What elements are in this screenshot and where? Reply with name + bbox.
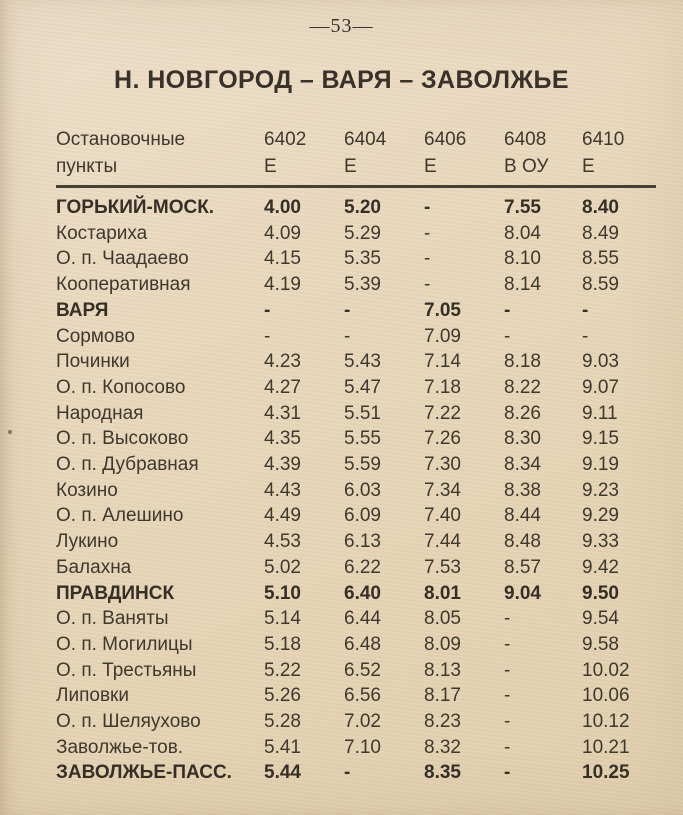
time-cell: - [504, 325, 511, 347]
time-cell: 9.54 [582, 608, 619, 630]
station-name: О. п. Чаадаево [56, 248, 189, 270]
time-cell: 8.55 [582, 248, 619, 270]
time-cell: 7.18 [424, 376, 461, 398]
time-cell: 10.25 [582, 762, 630, 784]
time-cell: - [582, 325, 589, 347]
time-cell: 6.52 [344, 659, 381, 681]
time-cell: 5.59 [344, 454, 381, 476]
station-name: Сормово [56, 325, 135, 347]
station-name: Кооперативная [56, 274, 191, 296]
time-cell: 5.10 [264, 582, 301, 604]
station-name: О. п. Шеляухово [56, 711, 201, 733]
station-name: Балахна [56, 556, 132, 578]
time-cell: 6.56 [344, 685, 381, 707]
station-name: ВАРЯ [56, 299, 109, 321]
time-cell: 8.35 [424, 762, 461, 784]
time-cell: - [504, 633, 511, 655]
time-cell: - [424, 222, 431, 244]
time-cell: 10.06 [582, 685, 630, 707]
time-cell: 5.02 [264, 556, 301, 578]
time-cell: 4.31 [264, 402, 301, 424]
time-cell: 8.17 [424, 685, 461, 707]
table-row [56, 760, 656, 786]
time-cell: 5.41 [264, 736, 301, 758]
time-cell: - [504, 711, 511, 733]
table-row [56, 187, 656, 221]
time-cell: 9.19 [582, 454, 619, 476]
table-row [56, 581, 656, 607]
station-name: Заволжье-тов. [56, 736, 184, 758]
time-cell: 8.10 [504, 248, 541, 270]
scan-speck [118, 745, 121, 748]
table-row [56, 452, 656, 478]
time-cell: 4.23 [264, 351, 301, 373]
page-title: Н. НОВГОРОД – ВАРЯ – ЗАВОЛЖЬЕ [114, 66, 569, 94]
train-column-header [264, 126, 344, 187]
time-cell: 8.32 [424, 736, 461, 758]
train-note: Е [344, 156, 357, 177]
table-row [56, 246, 656, 272]
time-cell: 9.07 [582, 376, 619, 398]
time-cell: 5.20 [344, 197, 381, 218]
time-cell: 6.03 [344, 479, 381, 501]
time-cell: 9.03 [582, 351, 619, 373]
train-column-header [582, 126, 656, 187]
train-number: 6408 [504, 129, 547, 150]
time-cell: 8.49 [582, 222, 619, 244]
station-name: Народная [56, 402, 144, 424]
time-cell: 7.10 [344, 736, 381, 758]
time-cell: - [504, 736, 511, 758]
time-cell: 7.26 [424, 428, 461, 450]
table-row [56, 606, 656, 632]
time-cell: 7.22 [424, 402, 461, 424]
station-name: О. п. Алешино [56, 505, 184, 527]
time-cell: 4.39 [264, 454, 301, 476]
time-cell: 9.42 [582, 556, 619, 578]
table-row [56, 375, 656, 401]
time-cell: 8.40 [582, 197, 619, 218]
time-cell: 8.13 [424, 659, 461, 681]
train-note: В ОУ [504, 156, 549, 177]
time-cell: 8.38 [504, 479, 541, 501]
time-cell: 5.26 [264, 685, 301, 707]
time-cell: 5.29 [344, 222, 381, 244]
time-cell: 5.43 [344, 351, 381, 373]
station-name: О. п. Высоково [56, 428, 189, 450]
stops-header [56, 126, 264, 187]
train-number: 6410 [582, 129, 625, 150]
time-cell: 7.34 [424, 479, 461, 501]
page-number: —53— [309, 15, 374, 37]
time-cell: - [424, 248, 431, 270]
time-cell: 7.14 [424, 351, 461, 373]
time-cell: 8.44 [504, 505, 541, 527]
time-cell: 7.53 [424, 556, 461, 578]
time-cell: 7.55 [504, 197, 541, 218]
time-cell: 7.02 [344, 711, 381, 733]
time-cell: 4.43 [264, 479, 301, 501]
time-cell: 8.59 [582, 274, 619, 296]
station-name: О. п. Дубравная [56, 454, 199, 476]
time-cell: 9.58 [582, 633, 619, 655]
time-cell: 8.14 [504, 274, 541, 296]
time-cell: - [504, 299, 511, 321]
scan-speck [8, 430, 12, 434]
time-cell: 5.28 [264, 711, 301, 733]
station-name: ЗАВОЛЖЬЕ-ПАСС. [56, 762, 232, 784]
time-cell: 6.44 [344, 608, 381, 630]
stops-header-line2: пункты [56, 156, 118, 177]
train-number: 6402 [264, 129, 307, 150]
time-cell: 7.05 [424, 299, 461, 321]
station-name: О. п. Ваняты [56, 608, 169, 630]
station-name: Козино [56, 479, 118, 501]
time-cell: 8.48 [504, 531, 541, 553]
time-cell: - [504, 762, 511, 784]
table-row [56, 529, 656, 555]
time-cell: 6.48 [344, 633, 381, 655]
time-cell: - [264, 299, 271, 321]
time-cell: 8.57 [504, 556, 541, 578]
time-cell: 4.27 [264, 376, 301, 398]
time-cell: 6.40 [344, 582, 381, 604]
station-name: ГОРЬКИЙ-МОСК. [56, 197, 215, 218]
station-name: Лукино [56, 531, 119, 553]
time-cell: 5.35 [344, 248, 381, 270]
time-cell: 4.35 [264, 428, 301, 450]
station-name: О. п. Трестьяны [56, 659, 197, 681]
time-cell: 7.30 [424, 454, 461, 476]
time-cell: 6.09 [344, 505, 381, 527]
time-cell: 5.22 [264, 659, 301, 681]
time-cell: - [264, 325, 271, 347]
time-cell: 5.18 [264, 633, 301, 655]
time-cell: 8.34 [504, 454, 541, 476]
time-cell: 4.19 [264, 274, 301, 296]
time-cell: 7.44 [424, 531, 461, 553]
station-name: Липовки [56, 685, 129, 707]
time-cell: 5.51 [344, 402, 381, 424]
stops-header-line1: Остановочные [56, 129, 186, 150]
table-row [56, 735, 656, 761]
station-name: О. п. Могилицы [56, 633, 193, 655]
time-cell: - [424, 274, 431, 296]
time-cell: - [504, 685, 511, 707]
train-note: Е [424, 156, 437, 177]
time-cell: - [582, 299, 589, 321]
time-cell: - [344, 299, 351, 321]
table-row [56, 555, 656, 581]
table-row [56, 478, 656, 504]
time-cell: - [344, 762, 351, 784]
time-cell: 9.50 [582, 582, 619, 604]
time-cell: 9.11 [582, 402, 618, 424]
timetable-body [56, 187, 656, 787]
time-cell: 9.23 [582, 479, 619, 501]
time-cell: 8.30 [504, 428, 541, 450]
time-cell: 9.04 [504, 582, 541, 604]
train-column-header [424, 126, 504, 187]
time-cell: 9.29 [582, 505, 619, 527]
train-column-header [504, 126, 582, 187]
train-number: 6406 [424, 129, 467, 150]
time-cell: 8.23 [424, 711, 461, 733]
time-cell: 7.09 [424, 325, 461, 347]
train-number: 6404 [344, 129, 387, 150]
table-row [56, 503, 656, 529]
table-row [56, 709, 656, 735]
time-cell: - [504, 608, 511, 630]
time-cell: 5.55 [344, 428, 381, 450]
time-cell: 5.47 [344, 376, 381, 398]
time-cell: 5.44 [264, 762, 301, 784]
time-cell: 4.00 [264, 197, 301, 218]
time-cell: - [344, 325, 351, 347]
table-row [56, 426, 656, 452]
time-cell: 10.12 [582, 711, 630, 733]
station-name: ПРАВДИНСК [56, 582, 175, 604]
timetable-header [56, 126, 656, 187]
time-cell: 8.18 [504, 351, 541, 373]
table-row [56, 272, 656, 298]
time-cell: 8.26 [504, 402, 541, 424]
time-cell: 8.05 [424, 608, 461, 630]
time-cell: - [504, 659, 511, 681]
train-note: Е [582, 156, 595, 177]
station-name: Костариха [56, 222, 148, 244]
time-cell: 8.09 [424, 633, 461, 655]
header-row [56, 126, 656, 187]
time-cell: - [424, 197, 431, 218]
time-cell: 4.09 [264, 222, 301, 244]
table-row [56, 632, 656, 658]
time-cell: 6.22 [344, 556, 381, 578]
table-row [56, 349, 656, 375]
time-cell: 5.14 [264, 608, 301, 630]
time-cell: 7.40 [424, 505, 461, 527]
time-cell: 4.53 [264, 531, 301, 553]
time-cell: 4.49 [264, 505, 301, 527]
time-cell: 4.15 [264, 248, 301, 270]
train-note: Е [264, 156, 277, 177]
table-row [56, 658, 656, 684]
time-cell: 8.01 [424, 582, 461, 604]
timetable [56, 126, 656, 786]
station-name: О. п. Копосово [56, 376, 186, 398]
train-column-header [344, 126, 424, 187]
table-row [56, 221, 656, 247]
time-cell: 5.39 [344, 274, 381, 296]
table-row [56, 683, 656, 709]
time-cell: 10.21 [582, 736, 630, 758]
time-cell: 9.15 [582, 428, 619, 450]
time-cell: 10.02 [582, 659, 630, 681]
time-cell: 8.22 [504, 376, 541, 398]
station-name: Починки [56, 351, 130, 373]
time-cell: 9.33 [582, 531, 619, 553]
table-row [56, 324, 656, 350]
table-row [56, 401, 656, 427]
time-cell: 8.04 [504, 222, 541, 244]
time-cell: 6.13 [344, 531, 381, 553]
table-row [56, 298, 656, 324]
